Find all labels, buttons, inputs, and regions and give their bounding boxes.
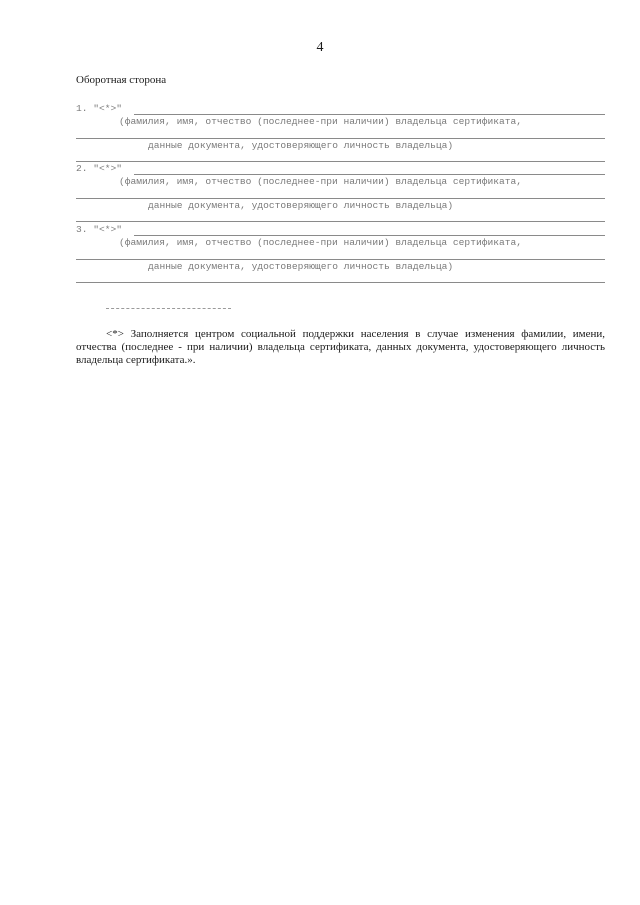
footnote-separator bbox=[106, 308, 231, 309]
fill-line bbox=[76, 138, 605, 139]
footnote-text: <*> Заполняется центром социальной поддержки населения в случае изменения фамилии, имени, отчества (последнее - при наличии) владельца сертификата, данных документа, удостоверяющего личность владельца сертификата.». bbox=[76, 328, 605, 366]
entry-caption-document: данные документа, удостоверяющего личность владельца) bbox=[148, 140, 454, 151]
fill-line bbox=[76, 282, 605, 283]
entry-caption-document: данные документа, удостоверяющего личность владельца) bbox=[148, 200, 454, 211]
entry-number: 1. "<*>" bbox=[76, 103, 123, 114]
entry-caption-name: (фамилия, имя, отчество (последнее-при наличии) владельца сертификата, bbox=[119, 237, 523, 248]
fill-line bbox=[76, 221, 605, 222]
fill-line bbox=[134, 174, 605, 175]
entry-number: 3. "<*>" bbox=[76, 224, 123, 235]
fill-line bbox=[76, 198, 605, 199]
entry-caption-name: (фамилия, имя, отчество (последнее-при наличии) владельца сертификата, bbox=[119, 176, 523, 187]
entry-caption-name: (фамилия, имя, отчество (последнее-при наличии) владельца сертификата, bbox=[119, 116, 523, 127]
fill-line bbox=[76, 259, 605, 260]
fill-line bbox=[76, 161, 605, 162]
side-title: Оборотная сторона bbox=[76, 74, 167, 86]
entry-number: 2. "<*>" bbox=[76, 163, 123, 174]
fill-line bbox=[134, 114, 605, 115]
page-number: 4 bbox=[316, 40, 324, 55]
entry-caption-document: данные документа, удостоверяющего личность владельца) bbox=[148, 261, 454, 272]
fill-line bbox=[134, 235, 605, 236]
